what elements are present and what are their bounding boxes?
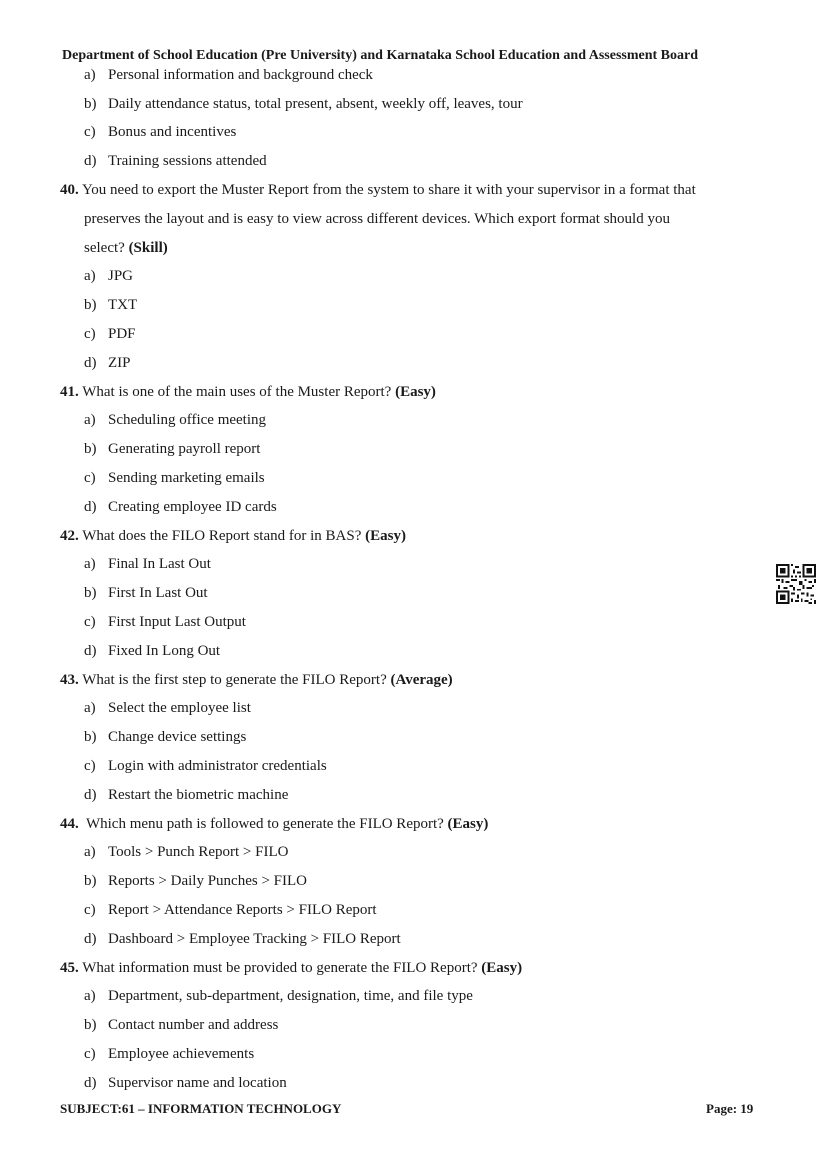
question-number: 40. — [60, 182, 79, 198]
question-text: What is one of the main uses of the Muster Report? — [82, 384, 392, 400]
option-text: First Input Last Output — [108, 614, 246, 630]
option-text: Tools > Punch Report > FILO — [108, 844, 289, 860]
q41-option-d: d) Creating employee ID cards — [84, 499, 277, 515]
option-text: ZIP — [108, 355, 131, 371]
question-41 — [60, 382, 436, 402]
option-text: Change device settings — [108, 729, 247, 745]
q39-option-d: d) Training sessions attended — [84, 153, 267, 169]
option-text: Fixed In Long Out — [108, 643, 221, 659]
difficulty-level: (Easy) — [395, 384, 436, 400]
q41-option-b: b) Generating payroll report — [84, 441, 261, 457]
question-text: What does the FILO Report stand for in BAS? — [82, 528, 362, 544]
question-text: What is the first step to generate the FILO Report? — [82, 672, 387, 688]
q44-option-b: b) Reports > Daily Punches > FILO — [84, 873, 307, 889]
question-number: 42. — [60, 528, 79, 544]
option-text: Select the employee list — [108, 700, 251, 716]
footer-subject: SUBJECT:61 – INFORMATION TECHNOLOGY — [60, 1101, 342, 1116]
question-text: select? — [84, 240, 125, 256]
option-text: Bonus and incentives — [108, 124, 237, 140]
option-text: Generating payroll report — [108, 441, 261, 457]
question-40-line3 — [84, 238, 168, 258]
option-text: Final In Last Out — [108, 556, 211, 572]
q45-option-b: b) Contact number and address — [84, 1017, 279, 1033]
q43-option-b: b) Change device settings — [84, 729, 247, 745]
difficulty-level: (Skill) — [128, 240, 168, 256]
question-text: What information must be provided to generate the FILO Report? — [82, 960, 478, 976]
option-text: Daily attendance status, total present, absent, weekly off, leaves, tour — [108, 96, 523, 112]
option-text: Restart the biometric machine — [108, 787, 289, 803]
q39-option-b: b) Daily attendance status, total present, absent, weekly off, leaves, tour — [84, 96, 523, 112]
question-40-line2: preserves the layout and is easy to view across different devices. Which export format should you — [84, 211, 670, 227]
option-text: Contact number and address — [108, 1017, 279, 1033]
option-text: Scheduling office meeting — [108, 412, 267, 428]
qr-code-icon — [776, 564, 816, 604]
q42-option-d: d) Fixed In Long Out — [84, 643, 221, 659]
difficulty-level: (Average) — [390, 672, 453, 688]
option-text: Supervisor name and location — [108, 1075, 287, 1091]
question-43 — [60, 670, 453, 690]
difficulty-level: (Easy) — [365, 528, 406, 544]
page-header: Department of School Education (Pre University) and Karnataka School Education and Assessment Board — [62, 48, 699, 63]
option-text: JPG — [108, 268, 134, 284]
q39-option-a: a) Personal information and background check — [84, 67, 373, 83]
question-number: 43. — [60, 672, 79, 688]
question-text: You need to export the Muster Report from the system to share it with your supervisor in a format that — [81, 182, 696, 198]
q45-option-a: a) Department, sub-department, designation, time, and file type — [84, 988, 473, 1004]
difficulty-level: (Easy) — [481, 960, 523, 976]
difficulty-level: (Easy) — [447, 816, 489, 832]
q44-option-c: c) Report > Attendance Reports > FILO Report — [84, 902, 377, 918]
question-42 — [60, 526, 406, 546]
q43-option-d: d) Restart the biometric machine — [84, 787, 289, 803]
question-40 — [60, 180, 696, 200]
option-text: Report > Attendance Reports > FILO Report — [108, 902, 377, 918]
q41-option-c: c) Sending marketing emails — [84, 470, 265, 486]
option-text: PDF — [108, 326, 136, 342]
option-text: Employee achievements — [108, 1046, 255, 1062]
q43-option-a: a) Select the employee list — [84, 700, 251, 716]
q39-option-c: c) Bonus and incentives — [84, 124, 237, 140]
option-text: Reports > Daily Punches > FILO — [108, 873, 307, 889]
q40-option-c: c) PDF — [84, 326, 136, 342]
q42-option-b: b) First In Last Out — [84, 585, 208, 601]
q40-option-a: a) JPG — [84, 268, 134, 284]
question-number: 41. — [60, 384, 79, 400]
question-44 — [60, 814, 488, 834]
option-text: Department, sub-department, designation, time, and file type — [108, 988, 473, 1004]
q42-option-a: a) Final In Last Out — [84, 556, 211, 572]
option-text: Creating employee ID cards — [108, 499, 277, 515]
option-text: Personal information and background check — [108, 67, 373, 83]
q44-option-d: d) Dashboard > Employee Tracking > FILO Report — [84, 931, 401, 947]
q45-option-c: c) Employee achievements — [84, 1046, 255, 1062]
q40-option-b: b) TXT — [84, 297, 138, 313]
question-45 — [60, 958, 522, 978]
question-number: 44. — [60, 816, 79, 832]
q44-option-a: a) Tools > Punch Report > FILO — [84, 844, 289, 860]
q40-option-d: d) ZIP — [84, 355, 131, 371]
q45-option-d: d) Supervisor name and location — [84, 1075, 287, 1091]
question-number: 45. — [60, 960, 79, 976]
option-text: First In Last Out — [108, 585, 208, 601]
footer-page-number: Page: 19 — [706, 1101, 754, 1116]
q42-option-c: c) First Input Last Output — [84, 614, 246, 630]
q41-option-a: a) Scheduling office meeting — [84, 412, 267, 428]
option-text: Sending marketing emails — [108, 470, 265, 486]
question-text: Which menu path is followed to generate the FILO Report? — [85, 816, 444, 832]
option-text: Training sessions attended — [108, 153, 267, 169]
option-text: TXT — [108, 297, 138, 313]
option-text: Login with administrator credentials — [108, 758, 327, 774]
q43-option-c: c) Login with administrator credentials — [84, 758, 327, 774]
option-text: Dashboard > Employee Tracking > FILO Report — [108, 931, 401, 947]
